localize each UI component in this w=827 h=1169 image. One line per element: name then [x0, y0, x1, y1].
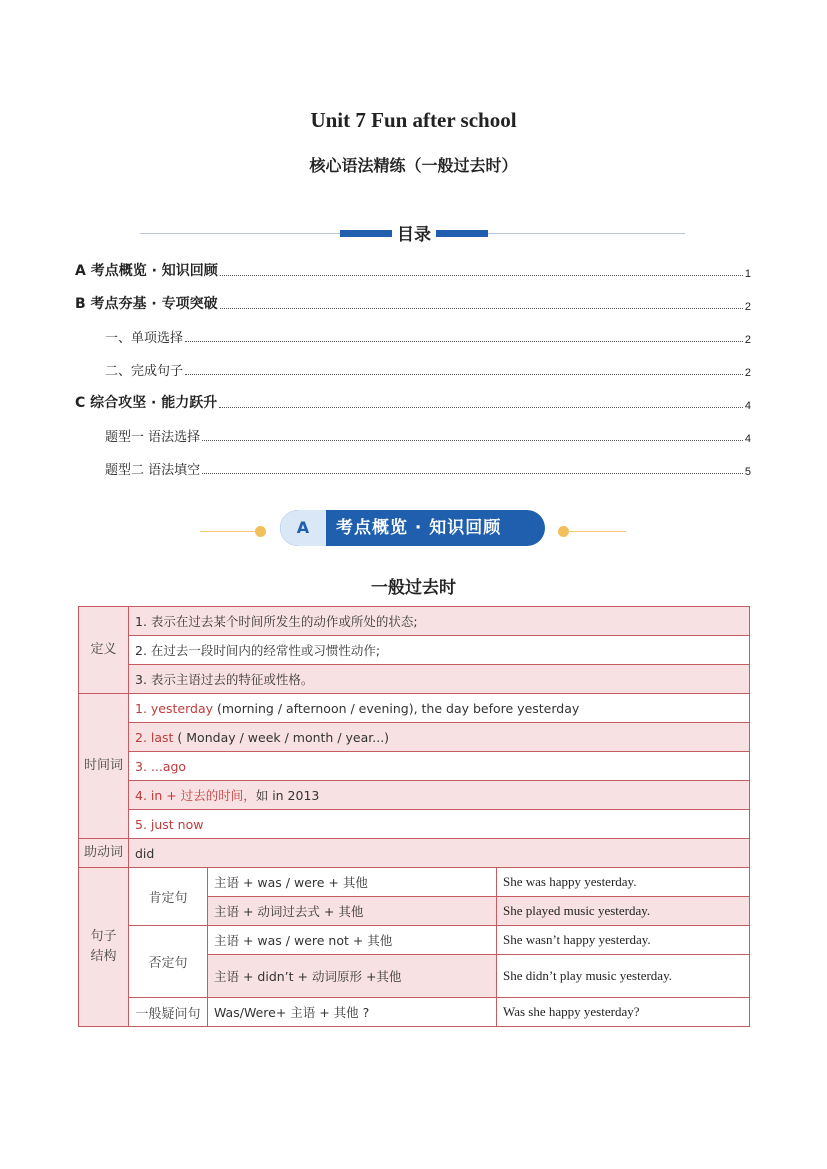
- toc-entry[interactable]: [75, 326, 751, 346]
- banner-pill: [280, 510, 545, 546]
- definition-label: 定义: [79, 607, 129, 694]
- toc-leader-dots: [220, 308, 743, 309]
- document-title: Unit 7 Fun after school: [310, 108, 517, 132]
- toc-leader-dots: [202, 473, 743, 474]
- table-row: [79, 868, 750, 897]
- toc-leader-dots: [185, 374, 743, 375]
- table-row: [79, 694, 750, 723]
- time-word-highlight: 4. in + 过去的时间，: [135, 788, 256, 803]
- grammar-table: [78, 606, 750, 1027]
- toc-entry-page: 1: [744, 268, 751, 280]
- table-row: [79, 636, 750, 665]
- auxiliary-value: did: [129, 839, 750, 868]
- table-row: [79, 723, 750, 752]
- banner-dot-left: [255, 526, 266, 537]
- toc-entry[interactable]: [75, 458, 751, 478]
- toc-leader-dots: [202, 440, 743, 441]
- structure-label-text: 句子结构: [90, 929, 117, 964]
- toc-entry[interactable]: [75, 293, 751, 313]
- toc-entry-page: 2: [744, 367, 751, 379]
- toc-entry-page: 2: [744, 301, 751, 313]
- time-words-label: 时间词: [79, 694, 129, 839]
- toc-entry[interactable]: [75, 359, 751, 379]
- time-word-item: [129, 810, 750, 839]
- toc-heading-bar-left: [340, 230, 392, 237]
- banner-rule-right: [566, 531, 626, 532]
- toc-entry-page: 4: [744, 400, 751, 412]
- toc-entry-text: 一、单项选择: [105, 331, 184, 346]
- sentence-example: She played music yesterday.: [497, 897, 750, 926]
- auxiliary-label: 助动词: [79, 839, 129, 868]
- document-subtitle: 核心语法精练（一般过去时）: [309, 156, 518, 175]
- sentence-pattern: 主语 + was / were + 其他: [208, 868, 497, 897]
- structure-label: [79, 868, 129, 1027]
- sentence-example: She wasn’t happy yesterday.: [497, 926, 750, 955]
- banner-text: 考点概览 · 知识回顾: [336, 518, 502, 538]
- definition-item: 2. 在过去一段时间内的经常性或习惯性动作;: [129, 636, 750, 665]
- definition-item: 1. 表示在过去某个时间所发生的动作或所处的状态;: [129, 607, 750, 636]
- table-row: [79, 810, 750, 839]
- time-word-item: [129, 781, 750, 810]
- negative-label: 否定句: [129, 926, 208, 998]
- time-word-rest: 如 in 2013: [255, 788, 320, 803]
- toc-entry[interactable]: [75, 425, 751, 445]
- time-word-rest: (morning / afternoon / evening), the day before yesterday: [213, 700, 580, 716]
- toc-entry-text: 题型二 语法填空: [105, 463, 201, 478]
- section-title: 一般过去时: [371, 578, 456, 598]
- sentence-example: She was happy yesterday.: [497, 868, 750, 897]
- sentence-example: She didn’t play music yesterday.: [497, 955, 750, 998]
- table-row: [79, 998, 750, 1027]
- table-row: [79, 607, 750, 636]
- time-word-highlight: 3. ...ago: [135, 758, 187, 774]
- toc-entry-text: C 综合攻坚 · 能力跃升: [75, 395, 218, 411]
- time-word-highlight: 2. last: [135, 729, 174, 745]
- sentence-pattern: Was/Were+ 主语 + 其他 ?: [208, 998, 497, 1027]
- toc-leader-dots: [185, 341, 743, 342]
- sentence-pattern: 主语 + didn’t + 动词原形 +其他: [208, 955, 497, 998]
- time-word-highlight: 5. just now: [135, 816, 204, 832]
- section-banner: [0, 508, 827, 548]
- sentence-pattern: 主语 + 动词过去式 + 其他: [208, 897, 497, 926]
- table-row: [79, 665, 750, 694]
- toc-entry[interactable]: [75, 260, 751, 280]
- time-word-item: [129, 694, 750, 723]
- toc-heading-label: 目录: [392, 220, 436, 245]
- toc-entry-text: 二、完成句子: [105, 364, 184, 379]
- table-row: [79, 926, 750, 955]
- sentence-example: Was she happy yesterday?: [497, 998, 750, 1027]
- toc-leader-dots: [220, 275, 743, 276]
- definition-item: 3. 表示主语过去的特征或性格。: [129, 665, 750, 694]
- toc-entry-text: B 考点夯基 · 专项突破: [75, 296, 218, 312]
- toc-entry[interactable]: [75, 392, 751, 412]
- toc-entry-page: 4: [744, 433, 751, 445]
- banner-badge: A: [280, 510, 326, 546]
- toc-leader-dots: [219, 407, 743, 408]
- table-row: [79, 752, 750, 781]
- time-word-rest: ( Monday / week / month / year...): [173, 729, 390, 745]
- toc-entry-page: 5: [744, 466, 751, 478]
- toc-entry-text: A 考点概览 · 知识回顾: [75, 263, 218, 279]
- question-label: 一般疑问句: [129, 998, 208, 1027]
- time-word-item: [129, 723, 750, 752]
- table-row: [79, 781, 750, 810]
- toc-heading-bar-right: [436, 230, 488, 237]
- time-word-item: [129, 752, 750, 781]
- table-row: [79, 839, 750, 868]
- sentence-pattern: 主语 + was / were not + 其他: [208, 926, 497, 955]
- toc-entry-page: 2: [744, 334, 751, 346]
- toc-heading: [140, 220, 685, 244]
- affirmative-label: 肯定句: [129, 868, 208, 926]
- banner-rule-left: [200, 531, 260, 532]
- time-word-highlight: 1. yesterday: [135, 700, 214, 716]
- toc-entry-text: 题型一 语法选择: [105, 430, 201, 445]
